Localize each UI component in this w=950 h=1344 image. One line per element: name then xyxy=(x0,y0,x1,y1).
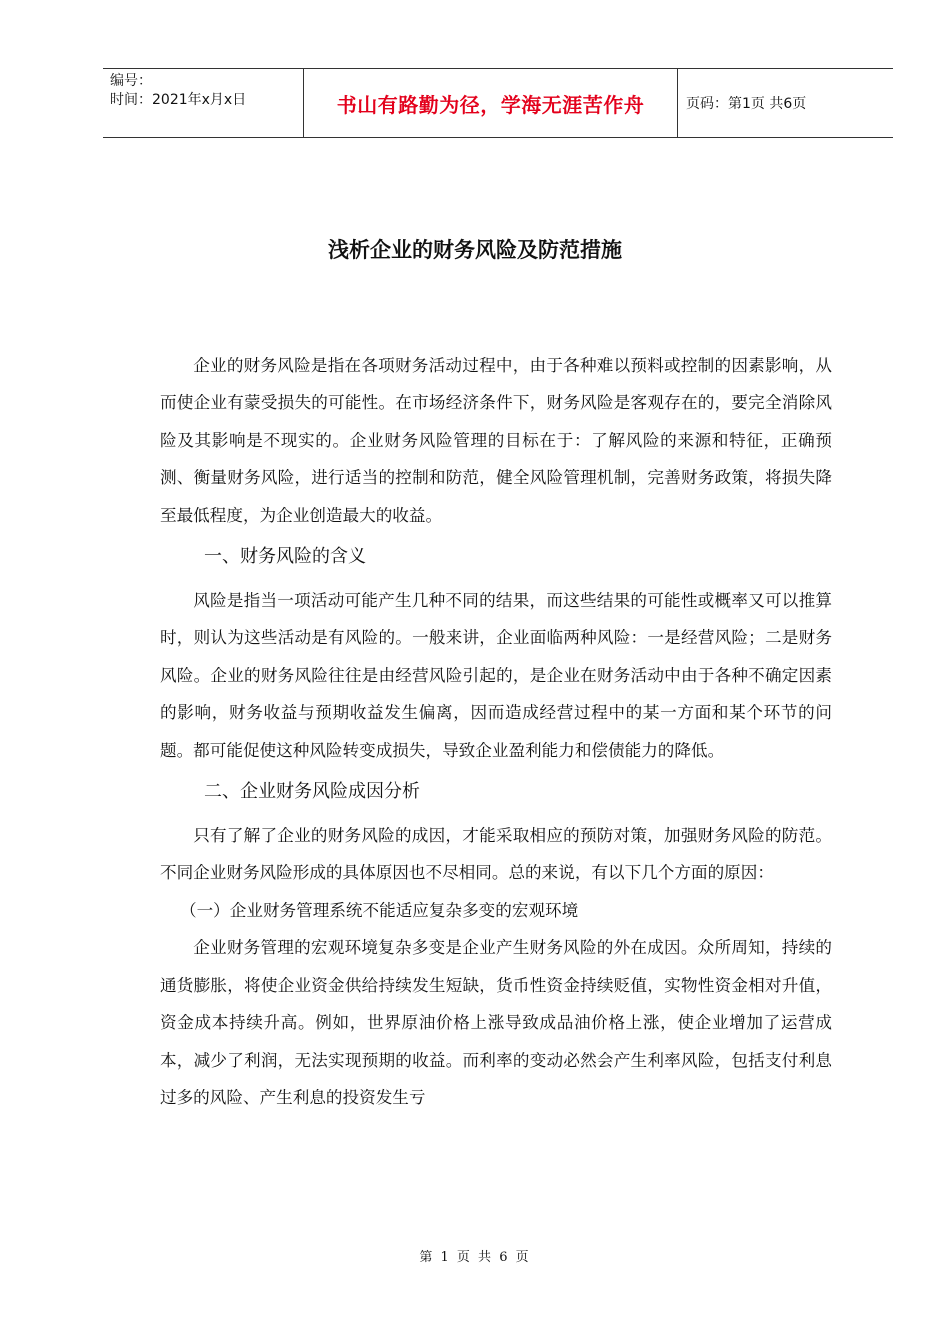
section1-heading: 一、财务风险的含义 xyxy=(204,546,366,568)
number-label: 编号： xyxy=(110,73,152,89)
subsection1-paragraph: 企业财务管理的宏观环境复杂多变是企业产生财务风险的外在成因。众所周知，持续的通货膨胀，将使企业资金供给持续发生短缺，货币性资金持续贬值，实物性资金相对升值，资金成本持续升高。例如，世界原油价格上涨导致成品油价格上涨，使企业增加了运营成本，减少了利润，无法实现预期的收益。而利率的变动必然会产生利率风险，包括支付利息过多的风险、产生利息的投资发生亏 xyxy=(160,938,832,1107)
header-table xyxy=(103,68,893,138)
document-body xyxy=(160,347,832,1116)
document-title: 浅析企业的财务风险及防范措施 xyxy=(328,238,622,262)
page-code: 页码：第1页 共6页 xyxy=(686,96,807,112)
subsection1-heading: （一）企业财务管理系统不能适应复杂多变的宏观环境 xyxy=(180,900,579,920)
time-label: 时间：2021年x月x日 xyxy=(110,92,247,108)
motto: 书山有路勤为径，学海无涯苦作舟 xyxy=(304,69,678,137)
header-info-cell xyxy=(103,69,304,137)
section2-heading: 二、企业财务风险成因分析 xyxy=(204,781,420,803)
section1-paragraph: 风险是指当一项活动可能产生几种不同的结果，而这些结果的可能性或概率又可以推算时，则认为这些活动是有风险的。一般来讲，企业面临两种风险：一是经营风险；二是财务风险。企业的财务风险往往是由经营风险引起的，是企业在财务活动中由于各种不确定因素的影响，财务收益与预期收益发生偏离，因而造成经营过程中的某一方面和某个环节的问题。都可能促使这种风险转变成损失，导致企业盈利能力和偿债能力的降低。 xyxy=(160,591,832,760)
intro-paragraph: 企业的财务风险是指在各项财务活动过程中，由于各种难以预料或控制的因素影响，从而使企业有蒙受损失的可能性。在市场经济条件下，财务风险是客观存在的，要完全消除风险及其影响是不现实的。企业财务风险管理的目标在于：了解风险的来源和特征，正确预测、衡量财务风险，进行适当的控制和防范，健全风险管理机制，完善财务政策，将损失降至最低程度，为企业创造最大的收益。 xyxy=(160,356,832,525)
section2-paragraph: 只有了解了企业的财务风险的成因，才能采取相应的预防对策，加强财务风险的防范。不同企业财务风险形成的具体原因也不尽相同。总的来说，有以下几个方面的原因： xyxy=(160,826,832,883)
page-footer: 第 1 页 共 6 页 xyxy=(419,1250,531,1265)
